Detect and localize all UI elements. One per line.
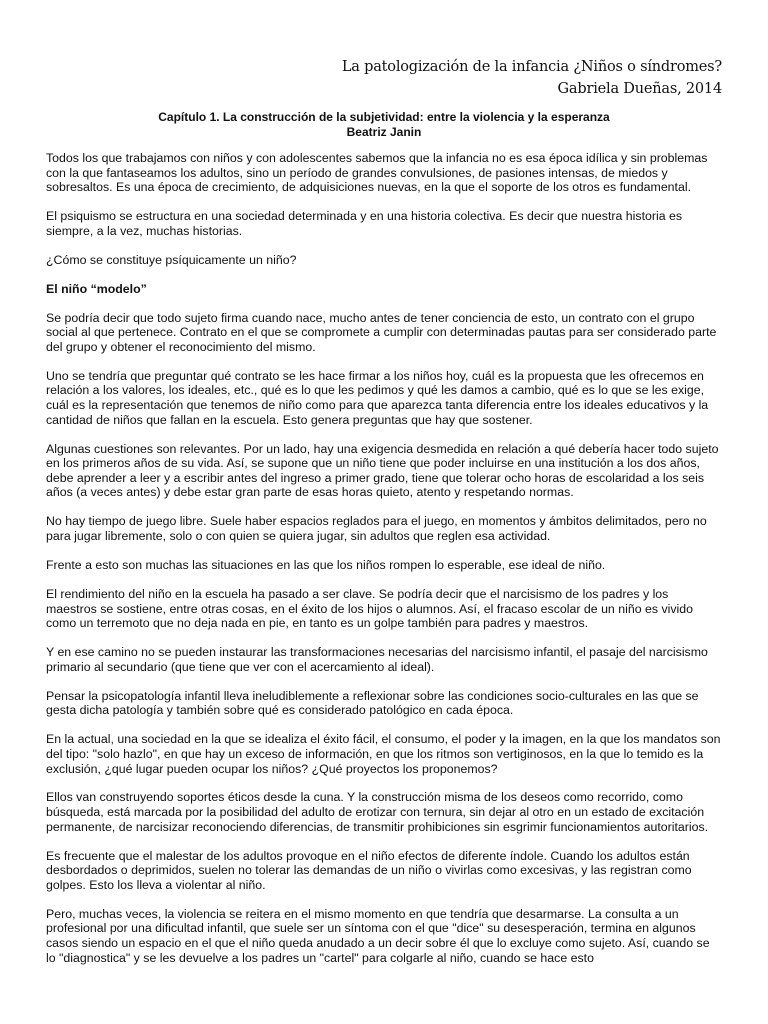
paragraph: Uno se tendría que preguntar qué contrato se les hace firmar a los niños hoy, cuál es la propuesta que les ofrecemos en relación a los valores, los ideales, etc., qué es lo que les pedimos y qué les damos a cambio, qué es lo que se les exige, cuál es la representación que tenemos de niño como para que aparezca tanta diferencia entre los ideales educativos y la cantidad de niños que fallan en la escuela. Esto genera preguntas que hay que sostener.: [46, 368, 709, 427]
paragraph: No hay tiempo de juego libre. Suele haber espacios reglados para el juego, en momentos y ámbitos delimitados, pero no para jugar libremente, solo o con quien se quiera jugar, sin adultos que reglen esa actividad.: [46, 514, 707, 544]
chapter-author: Beatriz Janin: [346, 125, 422, 139]
paragraph: Pensar la psicopatología infantil lleva ineludiblemente a reflexionar sobre las condiciones socio-culturales en las que se gesta dicha patología y también sobre qué es considerado patológico en cada época.: [46, 688, 699, 718]
book-author-year: Gabriela Dueñas, 2014: [557, 81, 722, 97]
paragraph: El rendimiento del niño en la escuela ha pasado a ser clave. Se podría decir que el narcisismo de los padres y los maestros se sostiene, entre otras cosas, en el éxito de los hijos o alumnos. Así, el fracaso escolar de un niño es vivido como un terremoto que no deja nada en pie, en tanto es un golpe también para padres y maestros.: [46, 586, 694, 631]
book-title: La patologización de la infancia ¿Niños o síndromes?: [341, 59, 722, 75]
paragraph: ¿Cómo se constituye psíquicamente un niño?: [46, 252, 297, 267]
body-text: [46, 151, 722, 980]
chapter-heading: [46, 110, 722, 140]
paragraph: Y en ese camino no se pueden instaurar las transformaciones necesarias del narcisismo infantil, el pasaje del narcisismo primario al secundario (que tiene que ver con el acercamiento al ideal).: [46, 645, 708, 674]
paragraph: Pero, muchas veces, la violencia se reitera en el mismo momento en que tendría que desarmarse. La consulta a un profesional por una dificultad infantil, que suele ser un síntoma con el que "dice" su desesperación, termina en algunos casos siendo un espacio en el que el niño queda anudado a un decir sobre él que lo excluye como sujeto. Así, cuando se lo "diagnostica" y se les devuelve a los padres un "cartel" para colgarle al niño, cuando se hace esto: [46, 906, 710, 965]
section-heading: El niño “modelo”: [46, 281, 147, 296]
paragraph: En la actual, una sociedad en la que se idealiza el éxito fácil, el consumo, el poder y la imagen, en la que los mandatos son del tipo: "solo hazlo", en que hay un exceso de información, en que los ritmos son vertiginosos, en la que lo temido es la exclusión, ¿qué lugar pueden ocupar los niños? ¿Qué proyectos los proponemos?: [46, 732, 721, 776]
paragraph: Es frecuente que el malestar de los adultos provoque en el niño efectos de diferente índole. Cuando los adultos están desbordados o deprimidos, suelen no tolerar las demandas de un niño o vivirlas como excesivas, y las registran como golpes. Esto los lleva a violentar al niño.: [46, 848, 692, 892]
paragraph: Algunas cuestiones son relevantes. Por un lado, hay una exigencia desmedida en relación a qué debería hacer todo sujeto en los primeros años de su vida. Así, se supone que un niño tiene que poder incluirse en una institución a los dos años, debe aprender a leer y a escribir antes del ingreso a primer grado, tiene que tolerar ocho horas de escolaridad a los seis años (a veces antes) y debe estar gran parte de esas horas quieto, atento y respetando normas.: [46, 441, 719, 500]
book-header: [46, 56, 722, 100]
paragraph: Se podría decir que todo sujeto firma cuando nace, mucho antes de tener conciencia de esto, un contrato con el grupo social al que pertenece. Contrato en el que se compromete a cumplir con determinadas pautas para ser considerado parte del grupo y obtener el reconocimiento del mismo.: [46, 310, 717, 354]
paragraph: Frente a esto son muchas las situaciones en las que los niños rompen lo esperable, ese ideal de niño.: [46, 558, 606, 572]
paragraph: Todos los que trabajamos con niños y con adolescentes sabemos que la infancia no es esa época idílica y sin problemas con la que fantaseamos los adultos, sino un período de grandes convulsiones, de pasiones intensas, de miedos y sobresaltos. Es una época de crecimiento, de adquisiciones nuevas, en la que el soporte de los otros es fundamental.: [46, 151, 708, 195]
chapter-title: Capítulo 1. La construcción de la subjetividad: entre la violencia y la esperanza: [158, 110, 610, 124]
paragraph: El psiquismo se estructura en una sociedad determinada y en una historia colectiva. Es decir que nuestra historia es siempre, a la vez, muchas historias.: [46, 209, 683, 238]
paragraph: Ellos van construyendo soportes éticos desde la cuna. Y la construcción misma de los deseos como recorrido, como búsqueda, está marcada por la posibilidad del adulto de erotizar con ternura, sin dejar al otro en un estado de excitación permanente, de narcisizar reconociendo diferencias, de transmitir prohibiciones sin esgrimir funcionamientos autoritarios.: [46, 790, 709, 834]
